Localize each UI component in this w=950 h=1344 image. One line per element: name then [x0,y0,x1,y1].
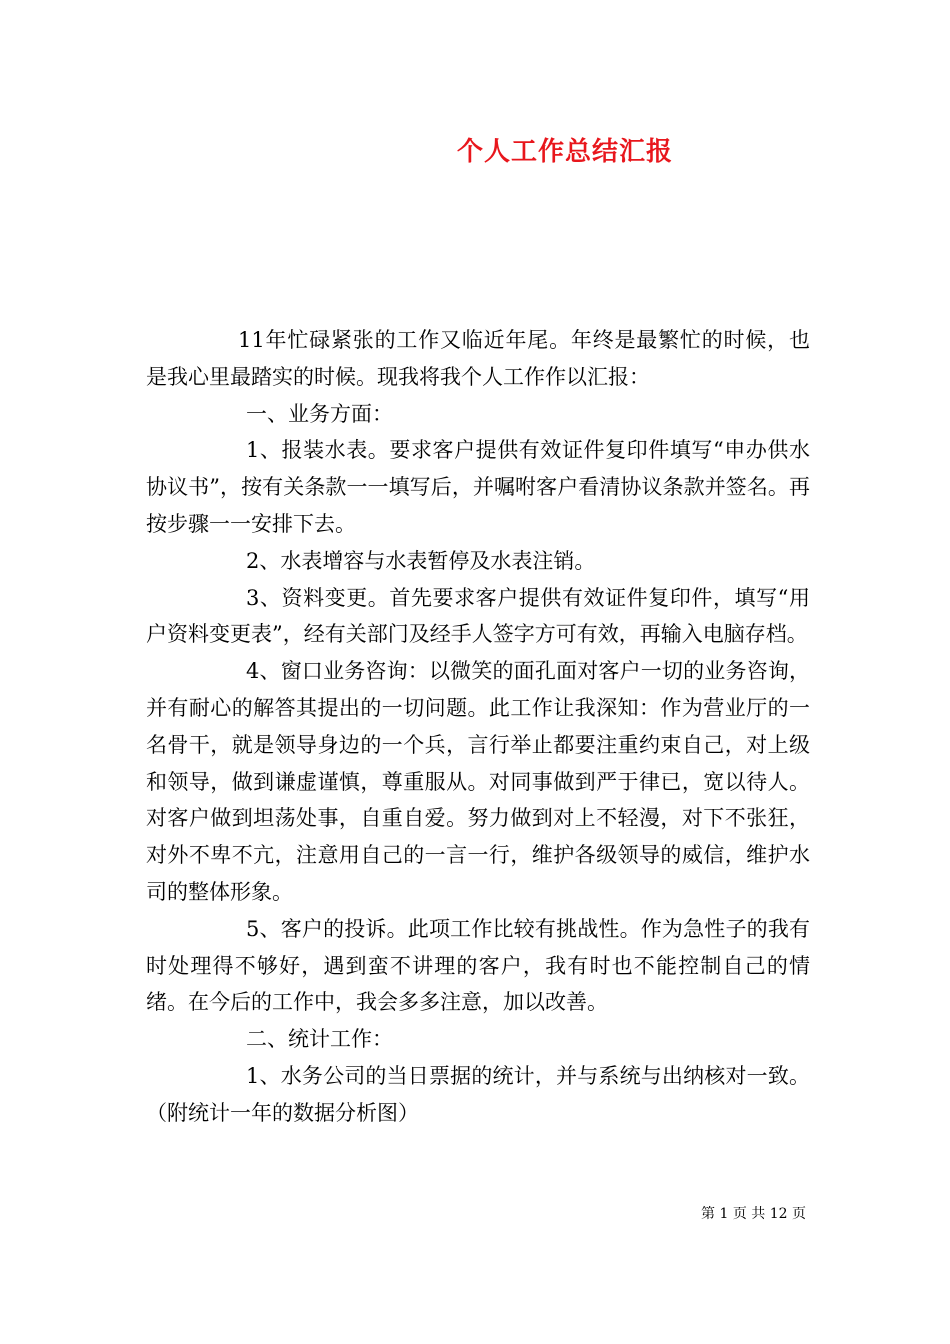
intro-paragraph: 11年忙碌紧张的工作又临近年尾。年终是最繁忙的时候，也是我心里最踏实的时候。现我将我个人工作作以汇报： [146,328,810,389]
section-heading-statistics: 二、统计工作： [246,1027,393,1052]
paragraph-item-5: 5、客户的投诉。此项工作比较有挑战性。作为急性子的我有时处理得不够好，遇到蛮不讲理的客户，我有时也不能控制自己的情绪。在今后的工作中，我会多多注意，加以改善。 [146,916,810,1015]
section-heading-business: 一、业务方面： [246,401,393,426]
document-title: 个人工作总结汇报 [456,137,673,167]
paragraph-stat-item-1: 1、水务公司的当日票据的统计，并与系统与出纳核对一致。（附统计一年的数据分析图） [146,1063,810,1125]
paragraph-item-2: 2、水表增容与水表暂停及水表注销。 [246,548,596,573]
paragraph-item-3: 3、资料变更。首先要求客户提供有效证件复印件，填写“用户资料变更表”，经有关部门及经手人签字方可有效，再输入电脑存档。 [146,585,810,647]
document-body [146,322,810,1132]
paragraph-item-4: 4、窗口业务咨询：以微笑的面孔面对客户一切的业务咨询，并有耐心的解答其提出的一切问题。此工作让我深知：作为营业厅的一名骨干，就是领导身边的一个兵，言行举止都要注重约束自己，对上级和领导，做到谦虚谨慎，尊重服从。对同事做到严于律已，宽以待人。对客户做到坦荡处事，自重自爱。努力做到对上不轻漫，对下不张狂，对外不卑不亢，注意用自己的一言一行，维护各级领导的威信，维护水司的整体形象。 [146,659,810,904]
page-number-footer: 第 1 页 共 12 页 [701,1206,806,1222]
paragraph-item-1: 1、报装水表。要求客户提供有效证件复印件填写“申办供水协议书”，按有关条款一一填写后，并嘱咐客户看清协议条款并签名。再按步骤一一安排下去。 [146,438,810,536]
